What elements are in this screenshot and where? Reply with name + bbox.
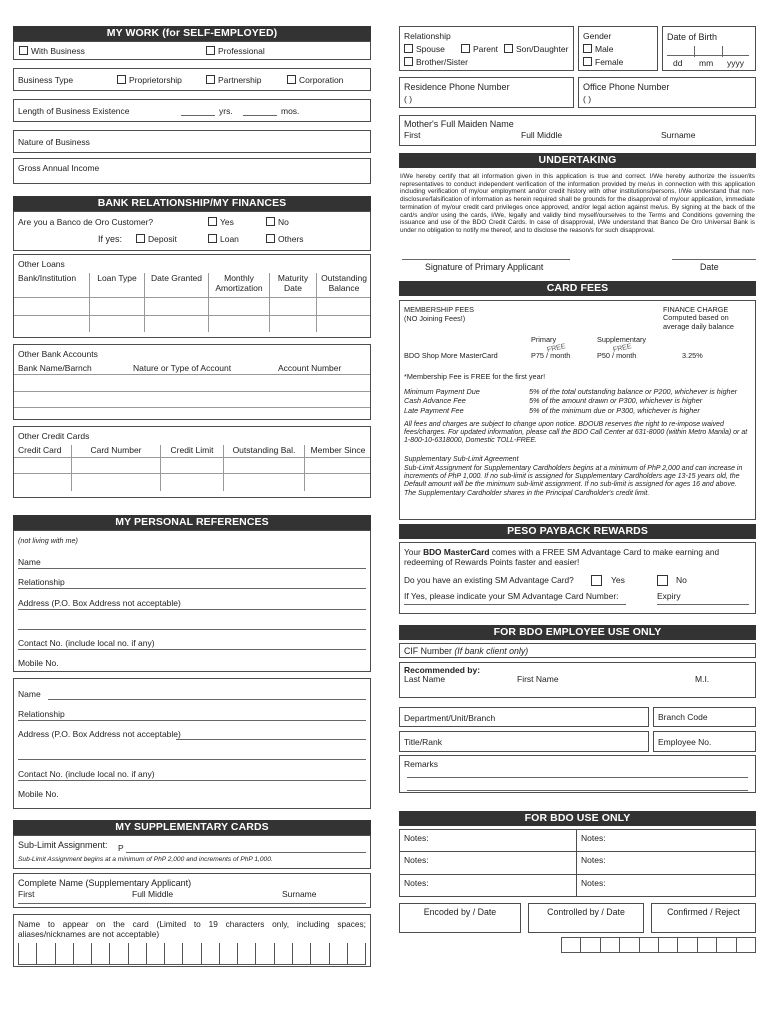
name-char-box[interactable] (310, 943, 328, 965)
branch-code-field[interactable] (653, 707, 756, 727)
employee-no-field[interactable] (653, 731, 756, 752)
ref2-contact-line[interactable] (18, 780, 366, 781)
name-on-card-field[interactable] (13, 914, 371, 967)
yes-label: Yes (220, 217, 234, 227)
bdo-customer-question: Are you a Banco de Oro Customer? (18, 217, 154, 227)
sublimit-label: Sub-Limit Assignment: (18, 840, 108, 850)
gender-box (578, 26, 658, 71)
others-checkbox[interactable] (266, 234, 275, 243)
notes-grid (399, 829, 756, 897)
name-char-box[interactable] (201, 943, 219, 965)
deposit-checkbox[interactable] (136, 234, 145, 243)
other-credit-cards-table (13, 426, 371, 498)
ref1-contact-line[interactable] (18, 649, 366, 650)
rec-mi-label: M.I. (695, 674, 710, 684)
ref1-name-line[interactable] (18, 568, 366, 569)
no-joining-label: (NO Joining Fees!) (404, 314, 466, 323)
name-on-card-boxes[interactable] (18, 943, 366, 965)
deposit-label: Deposit (148, 234, 177, 244)
min-payment-value: 5% of the total outstanding balance or P200, whichever is higher (529, 387, 738, 396)
ref1-address-line[interactable] (18, 609, 366, 610)
business-type-row (13, 68, 371, 91)
supplementary-free-stamp: FREE (612, 343, 633, 354)
rec-first-name-label: First Name (517, 674, 559, 684)
left-column (13, 26, 371, 967)
maiden-first-label: First (404, 130, 421, 140)
office-area-code: ( ) (583, 94, 592, 104)
others-label: Others (278, 234, 304, 244)
my-work-header: MY WORK (for SELF-EMPLOYED) (13, 26, 371, 41)
bdo-use-header: FOR BDO USE ONLY (399, 811, 756, 826)
other-cards-title: Other Credit Cards (18, 431, 90, 441)
dob-line[interactable] (667, 55, 749, 56)
control-char-box[interactable] (619, 937, 639, 953)
maiden-middle-label: Full Middle (521, 130, 563, 140)
late-payment-value: 5% of the minimum due or P300, whichever is higher (529, 406, 700, 415)
dept-row (399, 707, 756, 727)
phone-row (399, 77, 756, 108)
peso-payback-header: PESO PAYBACK REWARDS (399, 524, 756, 539)
maiden-name-label: Mother's Full Maiden Name (404, 119, 514, 129)
gross-income-label: Gross Annual Income (18, 163, 100, 173)
card-name: BDO Shop More MasterCard (404, 351, 498, 360)
finance-rate: 3.25% (682, 351, 703, 360)
office-phone-field[interactable] (578, 77, 756, 108)
sublimit-field[interactable] (13, 835, 371, 869)
title-row (399, 731, 756, 752)
cif-number-field[interactable] (399, 643, 756, 658)
late-payment-label: Late Payment Fee (404, 406, 464, 415)
confirmed-box[interactable] (651, 903, 756, 933)
mm-label: mm (699, 58, 714, 68)
sm-card-no-label: No (676, 575, 687, 585)
not-living-note: (not living with me) (18, 536, 78, 545)
date-line[interactable] (672, 259, 756, 260)
encoded-by-box[interactable] (399, 903, 521, 933)
name-char-box[interactable] (219, 943, 237, 965)
controlled-by-label: Controlled by / Date (547, 907, 625, 917)
expiry-label: Expiry (657, 591, 681, 601)
ref2-address-label: Address (P.O. Box Address not acceptable) (18, 729, 181, 739)
supp-middle-label: Full Middle (132, 889, 174, 899)
card-fees-box (399, 300, 756, 520)
confirmed-label: Confirmed / Reject (667, 907, 740, 917)
ref2-mobile-label: Mobile No. (18, 789, 59, 799)
remarks-line-1[interactable] (407, 777, 748, 778)
control-char-box[interactable] (716, 937, 736, 953)
female-label: Female (595, 57, 624, 67)
primary-free-stamp: FREE (546, 343, 567, 354)
membership-fees-label: MEMBERSHIP FEES (404, 305, 475, 314)
corporation-label: Corporation (299, 75, 344, 85)
col-loan-type: Loan Type (97, 273, 137, 283)
maiden-name-field[interactable] (399, 115, 756, 146)
no-label: No (278, 217, 289, 227)
rec-last-name-label: Last Name (404, 674, 446, 684)
notes-5-label: Notes: (404, 878, 429, 888)
complete-name-label: Complete Name (18, 878, 84, 888)
corporation-checkbox[interactable] (287, 75, 296, 84)
brother-sister-checkbox[interactable] (404, 57, 413, 66)
brother-sister-label: Brother/Sister (416, 57, 468, 67)
bank-relationship-header: BANK RELATIONSHIP/MY FINANCES (13, 196, 371, 211)
branch-code-label: Branch Code (658, 712, 708, 722)
dept-label: Department/Unit/Branch (404, 713, 496, 723)
notes-2-label: Notes: (581, 833, 606, 843)
peso-text-pre: Your (404, 547, 424, 557)
business-length-field[interactable] (13, 99, 371, 122)
fees-notice: All fees and charges are subject to change upon notice. BDOUB reserves the right to re-impose waived fees/charges. For updated information, please call the BDO Call Center at 631-8000 (within Metro Manila) or at 1-800-10-6318000, Domestic TOLL-FREE. (404, 421, 748, 445)
name-char-box[interactable] (73, 943, 91, 965)
ref2-relationship-label: Relationship (18, 709, 65, 719)
title-rank-label: Title/Rank (404, 737, 442, 747)
complete-name-line[interactable] (18, 903, 366, 904)
son-daughter-label: Son/Daughter (516, 44, 569, 54)
control-char-box[interactable] (697, 937, 717, 953)
notes-1-label: Notes: (404, 833, 429, 843)
business-length-label: Length of Business Existence (18, 106, 130, 116)
name-char-box[interactable] (182, 943, 200, 965)
if-yes-label: If yes: (98, 234, 123, 244)
ref2-name-line[interactable] (48, 699, 366, 700)
col-outstanding-bal: Outstanding Bal. (232, 445, 296, 455)
col-member-since: Member Since (310, 445, 366, 455)
ref2-address-line[interactable] (176, 739, 366, 740)
partnership-label: Partnership (218, 75, 262, 85)
bdo-customer-no-checkbox[interactable] (266, 217, 275, 226)
recommended-by-field[interactable] (399, 662, 756, 698)
remarks-line-2[interactable] (407, 790, 748, 791)
spouse-label: Spouse (416, 44, 445, 54)
remarks-field[interactable] (399, 755, 756, 793)
signature-line[interactable] (402, 259, 570, 260)
notes-6-label: Notes: (581, 878, 606, 888)
parent-label: Parent (473, 44, 499, 54)
primary-header: Primary (531, 335, 557, 344)
col-date-granted: Date Granted (150, 273, 203, 283)
name-char-box[interactable] (329, 943, 347, 965)
employee-no-label: Employee No. (658, 737, 712, 747)
supp-surname-label: Surname (282, 889, 317, 899)
employee-use-header: FOR BDO EMPLOYEE USE ONLY (399, 625, 756, 640)
male-checkbox[interactable] (583, 44, 592, 53)
complete-name-field[interactable] (13, 873, 371, 908)
name-on-card-label: Name to appear on the card (Limited to 19 characters only, including spaces; aliases/nicknames are not acceptable) (18, 919, 366, 939)
sublimit-amount-line[interactable] (126, 852, 366, 853)
sm-card-yes-label: Yes (611, 575, 625, 585)
gender-label: Gender (583, 31, 612, 41)
peso-sign: P (118, 843, 124, 853)
female-checkbox[interactable] (583, 57, 592, 66)
son-daughter-checkbox[interactable] (504, 44, 513, 53)
name-char-box[interactable] (55, 943, 73, 965)
control-char-box[interactable] (736, 937, 756, 953)
nature-of-business-field[interactable] (13, 130, 371, 153)
with-business-label: With Business (31, 46, 85, 56)
business-type-label: Business Type (18, 75, 74, 85)
control-char-box[interactable] (600, 937, 620, 953)
personal-references-header: MY PERSONAL REFERENCES (13, 515, 371, 530)
cash-advance-label: Cash Advance Fee (404, 396, 466, 405)
min-payment-label: Minimum Payment Due (404, 387, 480, 396)
name-char-box[interactable] (274, 943, 292, 965)
sublimit-note: Sub-Limit Assignment begins at a minimum of PhP 2,000 and increments of PhP 1,000. (18, 856, 273, 863)
primary-fee: P75 / month (531, 351, 571, 360)
residence-phone-label: Residence Phone Number (404, 82, 510, 92)
name-char-box[interactable] (164, 943, 182, 965)
dob-box[interactable] (662, 26, 756, 71)
notes-4-label: Notes: (581, 855, 606, 865)
ref1-address-line-2[interactable] (18, 629, 366, 630)
encoded-by-label: Encoded by / Date (423, 907, 497, 917)
name-char-box[interactable] (18, 943, 36, 965)
col-monthly-amortization: Monthly Amortization (215, 273, 263, 293)
finance-charge-label: FINANCE CHARGE (663, 305, 729, 314)
years-blank[interactable] (181, 115, 215, 116)
cif-note: (If bank client only) (454, 646, 529, 656)
dept-field[interactable] (399, 707, 649, 727)
supplementary-fee: P50 / month (597, 351, 637, 360)
ref2-name-label: Name (18, 689, 41, 699)
residence-phone-field[interactable] (399, 77, 574, 108)
yyyy-label: yyyy (727, 58, 744, 68)
signature-label: Signature of Primary Applicant (425, 262, 544, 272)
maiden-surname-label: Surname (661, 130, 696, 140)
name-char-box[interactable] (255, 943, 273, 965)
reference-2 (13, 678, 371, 809)
ref2-address-line-2[interactable] (18, 759, 366, 760)
signature-row (399, 254, 756, 278)
business-kind-row (13, 41, 371, 60)
sm-card-no-checkbox[interactable] (657, 575, 668, 586)
supplementary-header: Supplementary (597, 335, 647, 344)
personal-top-row (399, 26, 756, 71)
supp-first-label: First (18, 889, 35, 899)
reference-1 (13, 530, 371, 672)
cash-advance-value: 5% of the amount drawn or P300, whichever is higher (529, 396, 703, 405)
col-card-number: Card Number (90, 445, 142, 455)
remarks-label: Remarks (404, 759, 439, 769)
ref1-contact-label: Contact No. (include local no. if any) (18, 638, 155, 648)
signoff-row (399, 903, 756, 933)
other-accounts-title: Other Bank Accounts (18, 349, 98, 359)
control-char-box[interactable] (561, 937, 581, 953)
ref1-address-label: Address (P.O. Box Address not acceptable) (18, 598, 181, 608)
yrs-label: yrs. (219, 106, 233, 116)
name-char-box[interactable] (292, 943, 310, 965)
col-account-type: Nature or Type of Account (133, 363, 232, 373)
supplementary-cards-header: MY SUPPLEMENTARY CARDS (13, 820, 371, 835)
proprietorship-label: Proprietorship (129, 75, 182, 85)
ref1-relationship-label: Relationship (18, 577, 65, 587)
free-first-year-note: *Membership Fee is FREE for the first year! (404, 372, 546, 381)
ref1-relationship-line[interactable] (18, 588, 366, 589)
other-loans-table (13, 254, 371, 338)
undertaking-header: UNDERTAKING (399, 153, 756, 168)
col-credit-limit: Credit Limit (170, 445, 214, 455)
ref1-name-label: Name (18, 557, 41, 567)
name-char-box[interactable] (347, 943, 366, 965)
ref2-contact-label: Contact No. (include local no. if any) (18, 769, 155, 779)
cif-label: CIF Number (404, 646, 452, 656)
partnership-checkbox[interactable] (206, 75, 215, 84)
complete-name-note: (Supplementary Applicant) (85, 878, 192, 888)
other-loans-title: Other Loans (18, 259, 65, 269)
sm-card-question: Do you have an existing SM Advantage Card? (404, 575, 574, 585)
col-credit-card: Credit Card (18, 445, 62, 455)
ref2-relationship-line[interactable] (18, 720, 366, 721)
office-phone-label: Office Phone Number (583, 82, 670, 92)
title-rank-field[interactable] (399, 731, 649, 752)
notes-3-label: Notes: (404, 855, 429, 865)
col-bank-name: Bank Name/Barnch (18, 363, 92, 373)
nature-of-business-label: Nature of Business (18, 137, 90, 147)
name-char-box[interactable] (36, 943, 54, 965)
sm-card-number-label: If Yes, please indicate your SM Advantage Card Number: (404, 591, 619, 601)
relationship-box (399, 26, 574, 71)
col-maturity-date: Maturity Date (277, 273, 309, 293)
sm-card-yes-checkbox[interactable] (591, 575, 602, 586)
dob-label: Date of Birth (667, 32, 718, 42)
mos-label: mos. (281, 106, 300, 116)
professional-checkbox[interactable] (206, 46, 215, 55)
spouse-checkbox[interactable] (404, 44, 413, 53)
name-char-box[interactable] (91, 943, 109, 965)
name-char-box[interactable] (109, 943, 127, 965)
loan-checkbox[interactable] (208, 234, 217, 243)
recommended-by-label: Recommended by: (404, 665, 481, 675)
proprietorship-checkbox[interactable] (117, 75, 126, 84)
peso-text-bold: BDO MasterCard (423, 547, 490, 557)
peso-text-post: comes with a FREE SM Advantage Card to make earning and redeeming of Rewards Points faster and easier! (404, 547, 720, 567)
undertaking-text: I/We hereby certify that all information given in this application is true and correct. I/We hereby authorize the issuer/its representatives to conduct independent verification of the information provided by me/us in connection with this application including verification of my/our employment and/or credit history with other institutions/persons. I/We understand that non-disclosure/falsification of information as herein required shall be grounds for the disapproval of my/our application, immediate termination of my/our credit card privileges once approved, and/or legal action against me/us. By signing at the back of the card/s and/or using the cards, I/We, legally and validly bind myself/ourselves to the Terms and Conditions governing the issuance and use of the BDO Credit Cards. In case of disapproval, I/We understand that Banco De Oro Universal Bank is under no obligation to notify me thereof, and to disclose the reason/s for such disapproval. (400, 173, 755, 234)
name-char-box[interactable] (128, 943, 146, 965)
peso-payback-text (404, 547, 751, 567)
loan-label: Loan (220, 234, 239, 244)
residence-area-code: ( ) (404, 94, 413, 104)
signature-date-label: Date (700, 262, 719, 272)
sm-card-number-line[interactable] (404, 604, 626, 605)
supp-agreement-text: Sub-Limit Assignment for Supplementary Cardholders begins at a minimum of PhP 2,000 and can increase in increments of PhP 1,000. If no sub-limit is assigned for Supplementary Cardholders age 13-15 years old, the Default amount will be the minimum sub-limit assignment. If no sub-limit is assigned for ages 16 and above. The Supplementary Cardholder shares in the Principal Cardholder's credit limit. (404, 465, 743, 497)
bdo-customer-row (13, 211, 371, 251)
control-char-box[interactable] (658, 937, 678, 953)
bdo-customer-yes-checkbox[interactable] (208, 217, 217, 226)
col-account-number: Account Number (278, 363, 342, 373)
with-business-checkbox[interactable] (19, 46, 28, 55)
peso-payback-box (399, 542, 756, 614)
name-char-box[interactable] (146, 943, 164, 965)
controlled-by-box[interactable] (528, 903, 644, 933)
name-char-box[interactable] (237, 943, 255, 965)
control-char-box[interactable] (639, 937, 659, 953)
months-blank[interactable] (243, 115, 277, 116)
col-bank-institution: Bank/Institution (18, 273, 77, 283)
gross-income-field[interactable] (13, 158, 371, 184)
professional-label: Professional (218, 46, 265, 56)
male-label: Male (595, 44, 614, 54)
relationship-label: Relationship (404, 31, 451, 41)
col-outstanding-balance: Outstanding Balance (321, 273, 367, 293)
control-char-box[interactable] (677, 937, 697, 953)
supp-agreement-title: Supplementary Sub-Limit Agreement (404, 456, 519, 463)
ref1-mobile-label: Mobile No. (18, 658, 59, 668)
dd-label: dd (673, 58, 683, 68)
control-number-boxes[interactable] (561, 937, 756, 953)
expiry-line[interactable] (657, 604, 749, 605)
other-bank-accounts-table (13, 344, 371, 420)
right-column (399, 26, 756, 953)
control-char-box[interactable] (580, 937, 600, 953)
card-fees-header: CARD FEES (399, 281, 756, 296)
parent-checkbox[interactable] (461, 44, 470, 53)
finance-note: Computed based on average daily balance (663, 313, 734, 331)
